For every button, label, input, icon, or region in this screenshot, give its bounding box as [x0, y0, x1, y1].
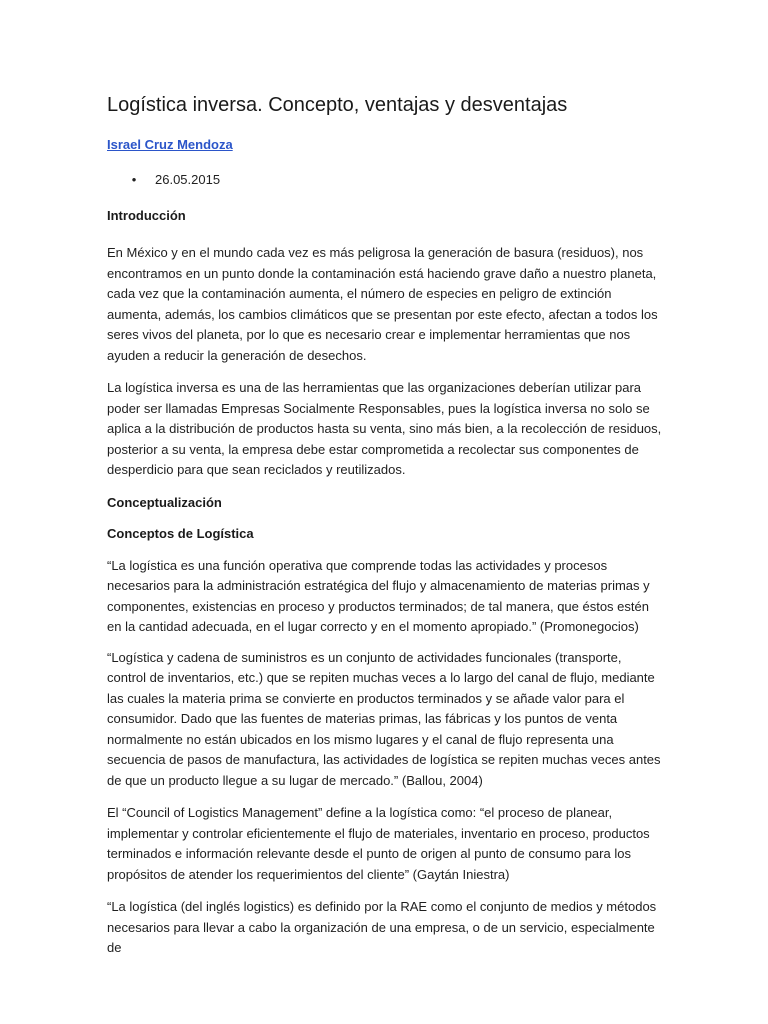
- heading-conceptos-logistica: Conceptos de Logística: [107, 525, 254, 541]
- paragraph-intro-1: En México y en el mundo cada vez es más peligrosa la generación de basura (residuos), nos encontramos en un punto donde la contaminación está haciendo grave daño a nuestro planeta, cada vez que la contaminación aumenta, el número de especies en peligro de extinción aumenta, además, los cambios climáticos que se presentan por este efecto, afectan a todos los seres vivos del planeta, por lo que es necesario crear e implementar herramientas que nos ayuden a reducir la generación de desechos.: [107, 245, 658, 363]
- paragraph-quote-2: “Logística y cadena de suministros es un conjunto de actividades funcionales (transporte, control de inventarios, etc.) que se repiten muchas veces a lo largo del canal de flujo, mediante las cuales la materia prima se convierte en productos terminados y se añade valor para el consumidor. Dado que las fuentes de materias primas, las fábricas y los puntos de venta normalmente no están ubicados en los mismo lugares y el canal de flujo representa una secuencia de pasos de manufactura, las actividades de logística se repiten muchas veces antes de que un producto llegue a su lugar de mercado.” (Ballou, 2004): [107, 649, 661, 788]
- heading-conceptualizacion: Conceptualización: [107, 494, 222, 510]
- document-content: [107, 92, 663, 959]
- date-list-item: [107, 171, 663, 189]
- heading-introduccion: Introducción: [107, 208, 186, 223]
- publication-date: 26.05.2015: [155, 172, 221, 187]
- author-link[interactable]: Israel Cruz Mendoza: [107, 137, 233, 152]
- paragraph-quote-4: “La logística (del inglés logistics) es definido por la RAE como el conjunto de medios y métodos necesarios para llevar a cabo la organización de una empresa, o de un servicio, especialmente de: [107, 899, 657, 955]
- paragraph-intro-2: La logística inversa es una de las herramientas que las organizaciones deberían utilizar para poder ser llamadas Empresas Socialmente Responsables, pues la logística inversa no solo se aplica a la distribución de productos hasta su venta, sino más bien, a la recolección de residuos, posterior a su venta, la empresa debe estar comprometida a recolectar sus componentes de desperdicio para que sean reciclados y reutilizados.: [107, 380, 662, 477]
- paragraph-quote-3: El “Council of Logistics Management” define a la logística como: “el proceso de planear, implementar y controlar eficientemente el flujo de materiales, inventario en proceso, productos terminados e información relevante desde el punto de origen al punto de consumo para los propósitos de atender los requerimientos del cliente” (Gaytán Iniestra): [107, 805, 650, 882]
- bullet-icon: •: [131, 172, 137, 187]
- paragraph-quote-1: “La logística es una función operativa que comprende todas las actividades y procesos necesarios para la administración estratégica del flujo y almacenamiento de materias primas y componentes, existencias en proceso y productos terminados; de tal manera, que éstos estén en la cantidad adecuada, en el lugar correcto y en el momento apropiado.” (Promonegocios): [107, 557, 650, 634]
- document-title: Logística inversa. Concepto, ventajas y desventajas: [107, 94, 568, 116]
